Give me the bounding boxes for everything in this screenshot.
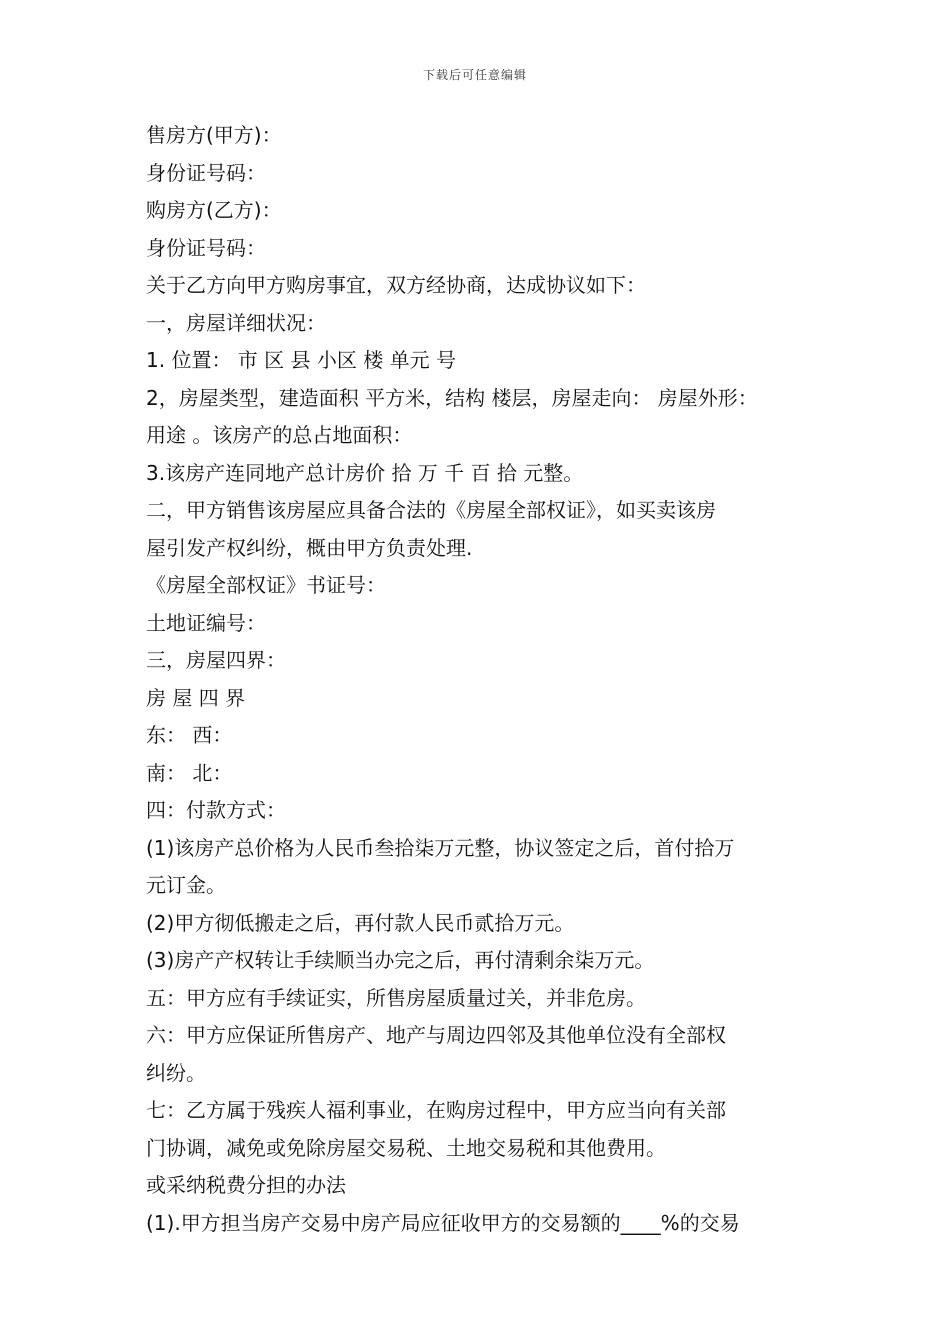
seller-id-line: 身份证号码： — [146, 160, 266, 185]
price-line: 3.该房产连同地产总计房价 拾 万 千 百 拾 元整。 — [146, 460, 584, 485]
payment-2-line: (2)甲方彻低搬走之后，再付款人民币贰拾万元。 — [146, 910, 575, 935]
section-2-line-1: 二，甲方销售该房屋应具备合法的《房屋全部权证》，如买卖该房 — [146, 498, 716, 522]
section-1-heading: 一，房屋详细状况： — [146, 310, 326, 335]
ownership-cert-line: 《房屋全部权证》书证号： — [146, 573, 386, 597]
seller-line: 售房方(甲方)： — [146, 123, 282, 147]
tax-sharing-line: 或采纳税费分担的办法 — [146, 1173, 346, 1197]
house-type-line: 2，房屋类型，建造面积 平方米，结构 楼层，房屋走向： 房屋外形： — [146, 385, 758, 410]
buyer-id-line: 身份证号码： — [146, 235, 266, 260]
payment-1-line-2: 元订金。 — [146, 873, 226, 897]
section-7-line-1: 七：乙方属于残疾人福利事业，在购房过程中，甲方应当向有关部 — [146, 1098, 726, 1122]
tax-sharing-item-1: (1).甲方担当房产交易中房产局应征收甲方的交易额的____%的交易 — [146, 1210, 740, 1235]
buyer-line: 购房方(乙方)： — [146, 198, 282, 222]
section-3-heading: 三，房屋四界： — [146, 648, 286, 672]
location-line: 1. 位置： 市 区 县 小区 楼 单元 号 — [146, 348, 456, 372]
section-2-line-2: 屋引发产权纠纷，概由甲方负责处理. — [146, 535, 473, 560]
land-cert-line: 土地证编号： — [146, 610, 266, 635]
south-north-line: 南： 北： — [146, 760, 233, 785]
agreement-intro-line: 关于乙方向甲方购房事宜，双方经协商，达成协议如下： — [146, 273, 646, 297]
page-header-note: 下载后可任意编辑 — [422, 68, 527, 82]
usage-line: 用途 。该房产的总占地面积： — [146, 423, 413, 447]
section-5-line: 五：甲方应有手续证实，所售房屋质量过关，并非危房。 — [146, 985, 646, 1010]
section-6-line-2: 纠纷。 — [146, 1060, 206, 1085]
section-6-line-1: 六：甲方应保证所售房产、地产与周边四邻及其他单位没有全部权 — [146, 1023, 726, 1047]
payment-1-line-1: (1)该房产总价格为人民币叁拾柒万元整，协议签定之后，首付拾万 — [146, 835, 735, 860]
east-west-line: 东： 西： — [146, 723, 233, 747]
document-body — [146, 117, 818, 1242]
boundaries-title: 房 屋 四 界 — [146, 685, 246, 710]
section-4-heading: 四：付款方式： — [146, 798, 286, 822]
section-7-line-2: 门协调，减免或免除房屋交易税、土地交易税和其他费用。 — [146, 1135, 666, 1160]
payment-3-line: (3)房产产权转让手续顺当办完之后，再付清剩余柒万元。 — [146, 948, 655, 972]
